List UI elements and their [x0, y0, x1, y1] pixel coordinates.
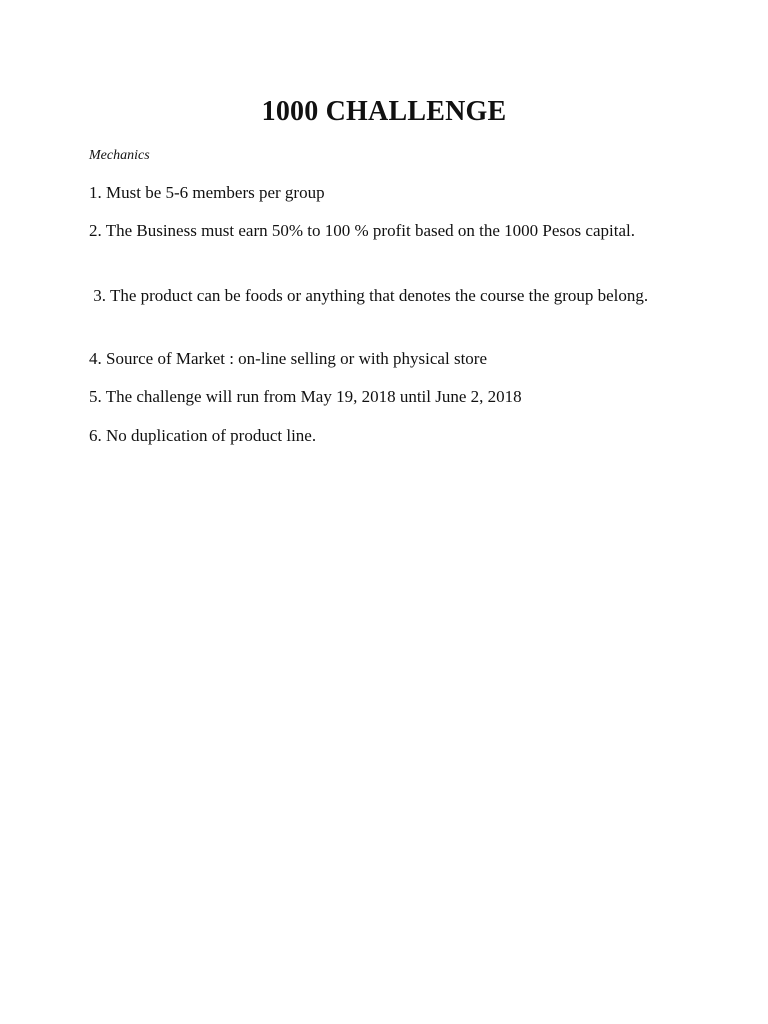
mechanic-item-1: 1. Must be 5-6 members per group [89, 183, 325, 202]
mechanic-item-6: 6. No duplication of product line. [89, 426, 317, 445]
mechanics-heading: Mechanics [89, 148, 150, 163]
mechanic-item-2: 2. The Business must earn 50% to 100 % profit based on the 1000 Pesos capital. [89, 221, 635, 240]
mechanic-item-3: 3. The product can be foods or anything that denotes the course the group belong. [89, 286, 649, 305]
document-title: 1000 CHALLENGE [261, 96, 507, 127]
mechanic-item-5: 5. The challenge will run from May 19, 2018 until June 2, 2018 [89, 387, 522, 406]
mechanic-item-4: 4. Source of Market : on-line selling or with physical store [89, 349, 487, 368]
